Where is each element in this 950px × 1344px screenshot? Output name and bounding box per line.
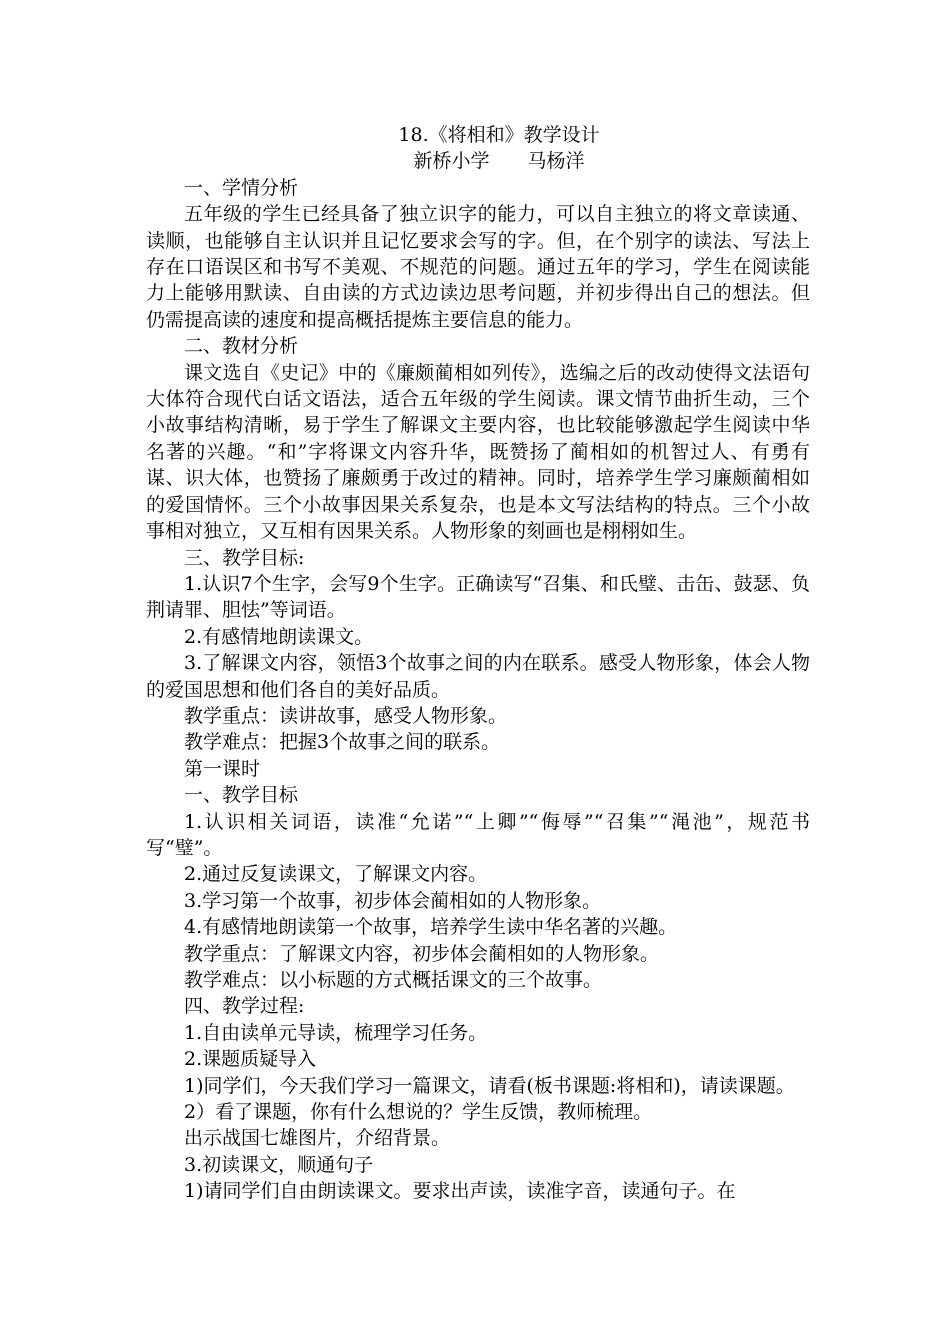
section-heading: 一、学情分析 <box>184 176 299 199</box>
paragraph: 2）看了课题，你有什么想说的？学生反馈，教师梳理。 <box>184 1101 653 1124</box>
paragraph: 教学重点：读讲故事，感受人物形象。 <box>184 704 508 727</box>
document-byline: 新桥小学 马杨洋 <box>413 150 585 173</box>
paragraph: 1)请同学们自由朗读课文。要求出声读，读准字音，读通句子。在 <box>184 1180 736 1203</box>
paragraph: 教学难点：把握3个故事之间的联系。 <box>184 731 501 754</box>
section-heading: 三、教学目标: <box>184 546 305 569</box>
paragraph: 课文选自《史记》中的《廉颇蔺相如列传》，选编之后的改动使得文法语句大体符合现代白话文语法，适合五年级的学生阅读。课文情节曲折生动，三个小故事结构清晰，易于学生了解课文主要内容，也比较能够激起学生阅读中华名著的兴趣。“和”字将课文内容升华，既赞扬了蔺相如的机智过人、有勇有谋、识大体，也赞扬了廉颇勇于改过的精神。同时，培养学生学习廉颇蔺相如的爱国情怀。三个小故事因果关系复杂，也是本文写法结构的特点。三个小故事相对独立，又互相有因果关系。人物形象的刻画也是栩栩如生。 <box>146 361 810 543</box>
paragraph: 2.课题质疑导入 <box>184 1048 317 1071</box>
paragraph: 出示战国七雄图片，介绍背景。 <box>184 1127 451 1150</box>
paragraph: 五年级的学生已经具备了独立识字的能力，可以自主独立的将文章读通、读顺，也能够自主认识并且记忆要求会写的字。但，在个别字的读法、写法上存在口语误区和书写不美观、不规范的问题。通过五年的学习，学生在阅读能力上能够用默读、自由读的方式边读边思考问题，并初步得出自己的想法。但仍需提高读的速度和提高概括提炼主要信息的能力。 <box>146 203 810 331</box>
paragraph: 1.认识相关词语，读准“允诺”“上卿”“侮辱”“召集”“渑池”，规范书写“璧”。 <box>146 810 810 859</box>
paragraph: 3.初读课文，顺通句子 <box>184 1153 374 1176</box>
document-page <box>146 122 810 1205</box>
paragraph: 3.学习第一个故事，初步体会蔺相如的人物形象。 <box>184 889 602 912</box>
paragraph: 2.有感情地朗读课文。 <box>184 625 374 648</box>
paragraph: 2.通过反复读课文，了解课文内容。 <box>184 863 488 886</box>
paragraph: 教学难点：以小标题的方式概括课文的三个故事。 <box>184 969 603 991</box>
document-title: 18.《将相和》教学设计 <box>398 124 600 146</box>
section-heading: 四、教学过程: <box>184 995 305 1018</box>
section-heading: 一、教学目标 <box>184 784 299 807</box>
paragraph: 教学重点：了解课文内容，初步体会蔺相如的人物形象。 <box>184 942 660 965</box>
paragraph: 3.了解课文内容，领悟3个故事之间的内在联系。感受人物形象，体会人物的爱国思想和他们各自的美好品质。 <box>146 652 810 701</box>
section-heading: 第一课时 <box>184 757 261 780</box>
paragraph: 1.认识7个生字，会写9个生字。正确读写“召集、和氏璧、击缶、鼓瑟、负荆请罪、胆怯”等词语。 <box>146 572 810 622</box>
section-heading: 二、教材分析 <box>184 335 299 358</box>
paragraph: 1.自由读单元导读，梳理学习任务。 <box>184 1021 488 1044</box>
paragraph: 4.有感情地朗读第一个故事，培养学生读中华名著的兴趣。 <box>184 916 678 939</box>
paragraph: 1)同学们，今天我们学习一篇课文，请看(板书课题:将相和)，请读课题。 <box>184 1074 795 1097</box>
